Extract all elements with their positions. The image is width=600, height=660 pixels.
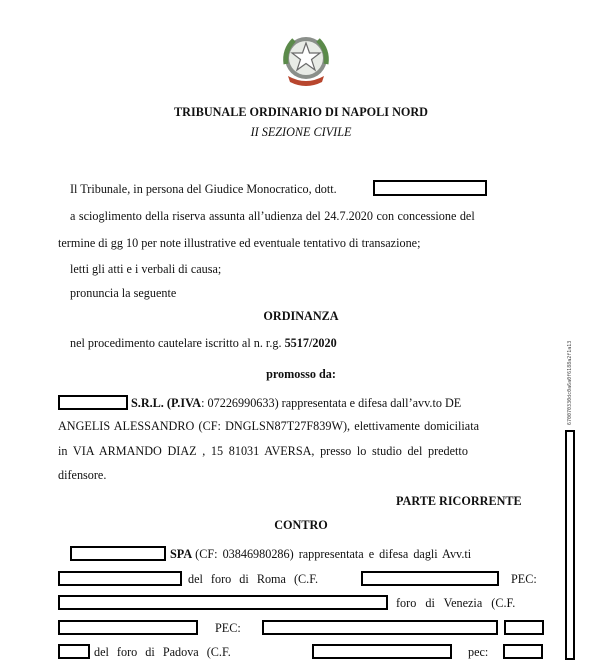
foro-venezia: foro di Venezia (C.F.	[396, 596, 516, 610]
procedure-prefix: nel procedimento cautelare iscritto al n. r.g.	[70, 336, 282, 350]
pec-label-2: PEC:	[215, 621, 241, 635]
intro-line-3: termine di gg 10 per note illustrative ed eventuale tentativo di transazione;	[58, 236, 421, 250]
pec-label-3: pec:	[468, 645, 489, 659]
intro-line-1: Il Tribunale, in persona del Giudice Monocratico, dott.	[70, 182, 337, 196]
intro-line-4: letti gli atti e i verbali di causa;	[70, 262, 222, 276]
ricorrente-piva: : 07226990633) rappresentata e difesa dall’avv.to DE	[201, 396, 462, 410]
parte-ricorrente-label: PARTE RICORRENTE	[396, 494, 522, 508]
italian-republic-emblem	[278, 30, 334, 92]
redaction-box	[70, 546, 166, 561]
promosso-da: promosso da:	[266, 367, 336, 381]
ricorrente-line-3: in VIA ARMANDO DIAZ , 15 81031 AVERSA, presso lo studio del predetto	[58, 444, 468, 458]
redaction-box	[58, 644, 90, 659]
redaction-box	[373, 180, 487, 196]
ricorrente-line-1	[131, 396, 544, 411]
ordinanza-title: ORDINANZA	[263, 309, 339, 323]
ricorrente-line-2: ANGELIS ALESSANDRO (CF: DNGLSN87T27F839W), elettivamente domiciliata	[58, 419, 480, 433]
redaction-box	[503, 644, 543, 659]
redaction-box	[58, 595, 388, 610]
court-title: TRIBUNALE ORDINARIO DI NAPOLI NORD	[174, 105, 428, 119]
sidebar-redaction	[565, 430, 575, 660]
redaction-box	[361, 571, 499, 586]
ricorrente-srl: S.R.L. (P.IVA	[131, 396, 202, 410]
intro-line-2: a scioglimento della riserva assunta all’udienza del 24.7.2020 con concessione del	[70, 209, 475, 223]
contro-cf: (CF: 03846980286) rappresentata e difesa dagli Avv.ti	[195, 547, 472, 561]
redaction-box	[58, 395, 128, 410]
ricorrente-line-4: difensore.	[58, 468, 107, 482]
sidebar-code: 670070330dc0a6a0f6188a2f1a13	[567, 340, 573, 425]
redaction-box	[58, 571, 182, 586]
foro-padova: del foro di Padova (C.F.	[94, 645, 231, 659]
redaction-box	[262, 620, 498, 635]
redaction-box	[58, 620, 198, 635]
section-title: II SEZIONE CIVILE	[250, 125, 352, 139]
contro-spa: SPA	[170, 547, 193, 561]
contro-title: CONTRO	[274, 518, 328, 532]
intro-line-5: pronuncia la seguente	[70, 286, 177, 300]
procedure-line	[70, 336, 337, 351]
procedure-number: 5517/2020	[284, 336, 337, 350]
redaction-box	[312, 644, 452, 659]
redaction-box	[504, 620, 544, 635]
foro-roma: del foro di Roma (C.F.	[188, 572, 319, 586]
contro-line-1	[170, 547, 471, 562]
pec-label-1: PEC:	[511, 572, 537, 586]
